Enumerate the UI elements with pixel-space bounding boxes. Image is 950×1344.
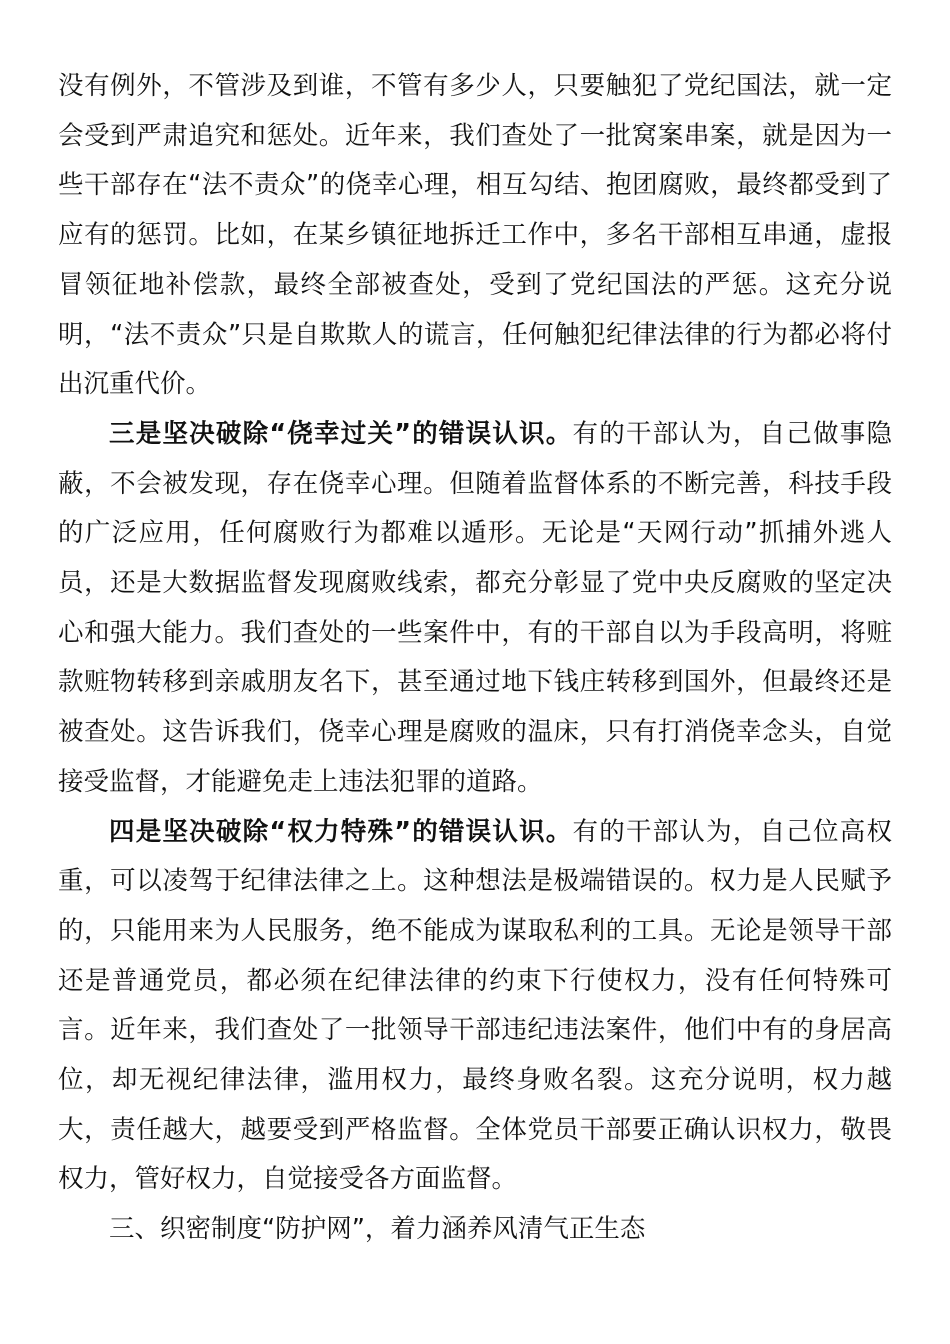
paragraph-text: 有的干部认为，自己位高权重，可以凌驾于纪律法律之上。这种想法是极端错误的。权力是人民赋予的，只能用来为人民服务，绝不能成为谋取私利的工具。无论是领导干部还是普通党员，都必须在纪律法律的约束下行使权力，没有任何特殊可言。近年来，我们查处了一批领导干部违纪违法案件，他们中有的身居高位，却无视纪律法律，滥用权力，最终身败名裂。这充分说明，权力越大，责任越大，越要受到严格监督。全体党员干部要正确认识权力，敬畏权力，管好权力，自觉接受各方面监督。 — [58, 816, 892, 1195]
paragraph-power — [58, 808, 892, 1206]
paragraph-continuation — [58, 62, 892, 410]
document-page — [58, 62, 892, 1255]
section-heading: 三、织密制度“防护网”，着力涵养风清气正生态 — [109, 1214, 646, 1245]
paragraph-luck — [58, 410, 892, 808]
paragraph-lead: 三是坚决破除“侥幸过关”的错误认识。 — [109, 418, 573, 449]
paragraph-text: 没有例外，不管涉及到谁，不管有多少人，只要触犯了党纪国法，就一定会受到严肃追究和惩处。近年来，我们查处了一批窝案串案，就是因为一些干部存在“法不责众”的侥幸心理，相互勾结、抱团腐败，最终都受到了应有的惩罚。比如，在某乡镇征地拆迁工作中，多名干部相互串通，虚报冒领征地补偿款，最终全部被查处，受到了党纪国法的严惩。这充分说明，“法不责众”只是自欺欺人的谎言，任何触犯纪律法律的行为都必将付出沉重代价。 — [58, 71, 892, 400]
paragraph-text: 有的干部认为，自己做事隐蔽，不会被发现，存在侥幸心理。但随着监督体系的不断完善，科技手段的广泛应用，任何腐败行为都难以遁形。无论是“天网行动”抓捕外逃人员，还是大数据监督发现腐败线索，都充分彰显了党中央反腐败的坚定决心和强大能力。我们查处的一些案件中，有的干部自以为手段高明，将赃款赃物转移到亲戚朋友名下，甚至通过地下钱庄转移到国外，但最终还是被查处。这告诉我们，侥幸心理是腐败的温床，只有打消侥幸念头，自觉接受监督，才能避免走上违法犯罪的道路。 — [58, 418, 892, 797]
paragraph-lead: 四是坚决破除“权力特殊”的错误认识。 — [109, 816, 573, 847]
